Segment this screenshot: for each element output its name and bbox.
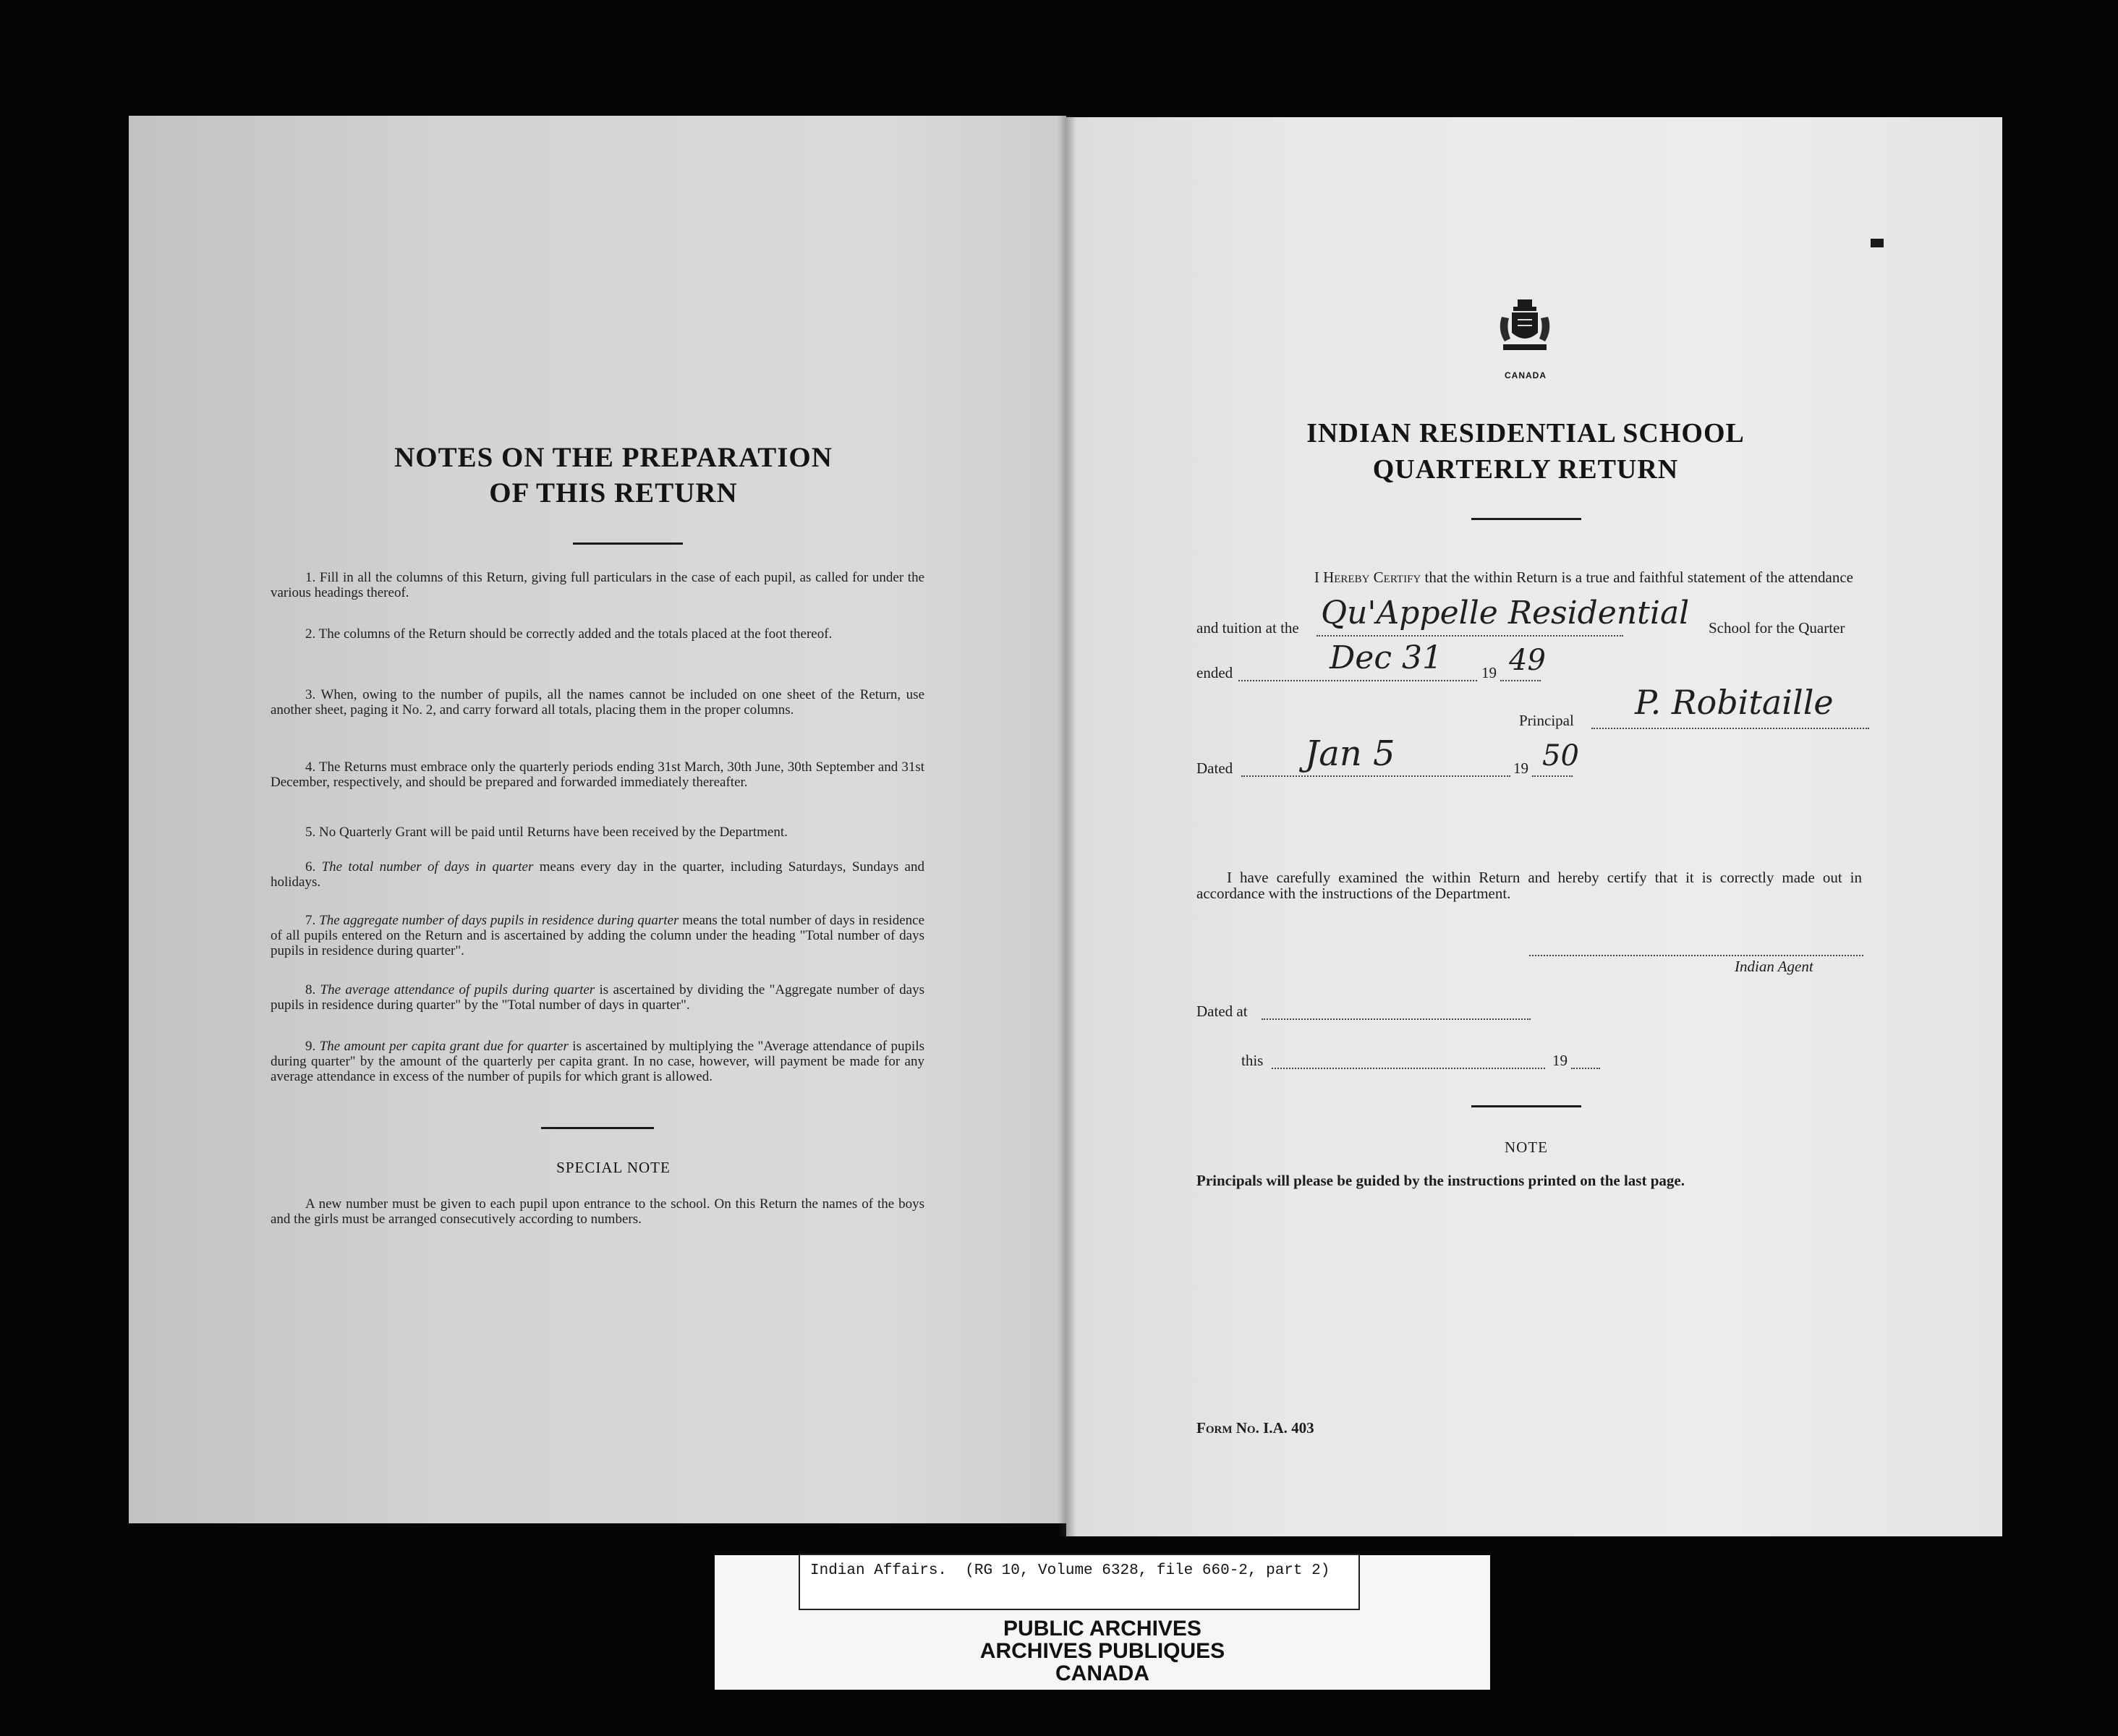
note-body: No Quarterly Grant will be paid until Returns have been received by the Department. [319,825,788,840]
note-italic: The amount per capita grant due for quarter [319,1039,569,1054]
notes-title-line2: OF THIS RETURN [489,477,738,509]
dated-handwritten: Jan 5 [1305,733,1395,774]
note-item [271,687,924,718]
note-number: 8. [305,982,316,997]
note-item [271,1039,924,1084]
notes-title-line1: NOTES ON THE PREPARATION [394,442,833,473]
dated-year-prefix: 19 [1513,760,1528,777]
note-body: means the total number of days in residence of all pupils entered on the Return and is ascertained by adding the column under the heading "Total number of days pupils in residence during quarter". [271,913,925,958]
note-item [271,982,924,1013]
this-year-prefix: 19 [1552,1052,1568,1069]
coat-of-arms-icon [1496,298,1554,354]
this-year-line [1571,1068,1600,1069]
special-note-divider [541,1127,654,1129]
note-title: NOTE [1505,1139,1548,1156]
note-italic: The aggregate number of days pupils in residence during quarter [319,913,679,928]
note-italic: The average attendance of pupils during quarter [320,982,595,997]
ended-date-handwritten: Dec 31 [1330,639,1442,676]
ink-mark [1871,239,1884,247]
ended-year-line [1500,680,1541,681]
archives-line1: PUBLIC ARCHIVES [1003,1617,1202,1641]
agent-signature-line [1529,955,1863,956]
title-divider [573,542,683,545]
certify-lead: I Hereby Certify [1314,569,1421,586]
note-number: 6. [305,859,316,875]
principal-label: Principal [1519,712,1574,729]
note-item [271,859,924,890]
dated-at-label: Dated at [1196,1003,1248,1020]
note-body: When, owing to the number of pupils, all the names cannot be included on one sheet of the Return, use another sheet, paging it No. 2, and carry forward all totals, placing them in the proper columns. [271,687,924,718]
note-item [271,825,924,840]
note-body: is ascertained by multiplying the "Average attendance of pupils during quarter" by the amount of the quarterly per capita grant. In no case, however, will payment be made for any average attendance in excess of the number of pupils for which grant is allowed. [271,1039,924,1084]
note-item [271,760,924,790]
dated-at-line [1262,1018,1531,1020]
note-number: 3. [305,687,316,702]
left-page [129,116,1066,1523]
page-fold [1058,116,1076,1536]
principal-signature: P. Robitaille [1635,683,1834,722]
citation-text: Indian Affairs. (RG 10, Volume 6328, file 660-2, part 2) [810,1562,1330,1579]
special-note-text [271,1196,924,1227]
crest-caption: CANADA [1505,370,1547,380]
right-page [1066,117,2002,1536]
note-number: 5. [305,825,316,840]
this-label: this [1241,1052,1264,1069]
note-item [271,913,924,958]
certify-rest: that the within Return is a true and faithful statement of the attendance [1424,569,1853,586]
return-title [1225,415,1826,488]
ended-year-prefix: 19 [1481,664,1497,681]
note-number: 7. [305,913,316,928]
note-body: The columns of the Return should be correctly added and the totals placed at the foot thereof. [318,626,833,642]
archives-line2: ARCHIVES PUBLIQUES [979,1639,1225,1663]
note-item [271,626,924,642]
note-item [271,570,924,600]
ended-year-handwritten: 49 [1509,644,1546,677]
certify-line [1224,569,1853,587]
note-body: is ascertained by dividing the "Aggregate number of days pupils in residence during quarter" by the "Total number of days in quarter". [271,982,925,1013]
school-name-line [1317,635,1623,637]
agent-label: Indian Agent [1735,958,1813,975]
return-title-line2: QUARTERLY RETURN [1372,454,1679,485]
note-number: 9. [305,1039,316,1054]
dated-year-handwritten: 50 [1542,739,1579,773]
dated-label: Dated [1196,760,1233,777]
note-body: The Returns must embrace only the quarterly periods ending 31st March, 30th June, 30th September and 31st December, respectively, and should be prepared and forwarded immediately thereafter. [271,760,924,790]
ended-label: ended [1196,664,1233,681]
special-note-body: A new number must be given to each pupil upon entrance to the school. On this Return the names of the boys and the girls must be arranged consecutively according to numbers. [271,1196,924,1227]
dated-line [1241,775,1510,777]
note-body: means every day in the quarter, including Saturdays, Sundays and holidays. [271,859,924,890]
school-name-handwritten: Qu'Appelle Residential [1321,595,1690,631]
principal-signature-line [1591,728,1869,729]
notes-title [346,440,881,511]
note-text: Principals will please be guided by the instructions printed on the last page. [1196,1172,1685,1189]
citation-strip [799,1554,1360,1610]
school-for-quarter-label: School for the Quarter [1709,619,1845,637]
note-divider [1471,1105,1581,1107]
note-number: 4. [305,760,316,775]
archives-line3: CANADA [1055,1661,1149,1685]
form-number: Form No. I.A. 403 [1196,1419,1314,1437]
archives-stamp [715,1617,1490,1685]
return-title-divider [1471,518,1581,520]
special-note-title: SPECIAL NOTE [556,1159,671,1176]
note-number: 1. [305,570,316,585]
note-number: 2. [305,626,316,642]
this-day-line [1272,1068,1545,1069]
ended-date-line [1238,680,1477,681]
tuition-label: and tuition at the [1196,619,1299,637]
note-body: Fill in all the columns of this Return, giving full particulars in the case of each pupil, as called for under the various headings thereof. [271,570,924,600]
note-italic: The total number of days in quarter [321,859,534,875]
return-title-line1: INDIAN RESIDENTIAL SCHOOL [1306,418,1745,448]
dated-year-line [1532,775,1573,777]
examined-statement: I have carefully examined the within Return and hereby certify that it is correctly made out in accordance with the instructions of the Department. [1196,869,1862,902]
